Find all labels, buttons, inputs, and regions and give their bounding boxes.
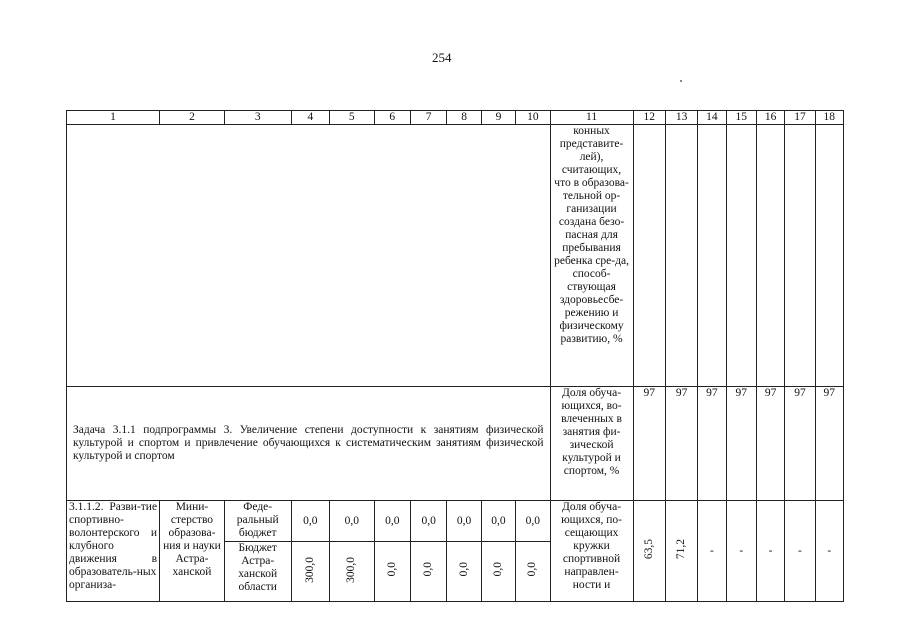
funding-value-text: 0,0: [385, 562, 398, 577]
funding-value-text: 0,0: [526, 562, 539, 577]
header-cell: 16: [756, 111, 784, 125]
page-number: 254: [432, 50, 452, 65]
value-cell: -: [726, 501, 756, 602]
header-cell: 13: [665, 111, 697, 125]
funding-value-cell: 0,0: [410, 501, 446, 542]
value-cell: 97: [665, 387, 697, 501]
value-cell: 97: [785, 387, 815, 501]
indicator-cell: Доля обуча-ющихся, по-сещающих кружки спортивной направлен-ности и: [550, 501, 633, 602]
funding-value-cell: [374, 542, 410, 602]
header-cell: 17: [785, 111, 815, 125]
header-cell: 9: [481, 111, 515, 125]
funding-value-text: 0,0: [457, 562, 470, 577]
header-cell: 10: [516, 111, 550, 125]
funding-value-cell: 0,0: [330, 501, 375, 542]
header-cell: 12: [633, 111, 665, 125]
funding-value-cell: [516, 542, 550, 602]
empty-cell: [785, 125, 815, 387]
funding-value-cell: [330, 542, 375, 602]
funding-value-text: 0,0: [422, 562, 435, 577]
funding-value-cell: 0,0: [516, 501, 550, 542]
header-cell: 5: [330, 111, 375, 125]
funding-value-cell: [291, 542, 329, 602]
funding-value-cell: 0,0: [291, 501, 329, 542]
value-cell: 97: [633, 387, 665, 501]
header-cell: 3: [224, 111, 291, 125]
header-cell: 4: [291, 111, 329, 125]
header-cell: 15: [726, 111, 756, 125]
header-cell: 11: [550, 111, 633, 125]
indicator-cell: Доля обуча-ющихся, во-влеченных в занятия фи-зической культурой и спортом, %: [550, 387, 633, 501]
value-cell: [633, 501, 665, 602]
header-row: [67, 111, 844, 125]
header-cell: 14: [698, 111, 726, 125]
funding-value-cell: [447, 542, 481, 602]
indicator-cell: конных представите-лей), считающих, что в образова-тельной ор-ганизации создана безо-пасная для пребывания ребенка сре-да, способ-ствующая здоровьесбе-режению и физическому развитию, %: [550, 125, 633, 387]
value-cell: -: [785, 501, 815, 602]
empty-cell: [665, 125, 697, 387]
measure-row-federal: [67, 501, 844, 542]
empty-cell: [726, 125, 756, 387]
header-cell: 7: [410, 111, 446, 125]
funding-value-cell: 0,0: [374, 501, 410, 542]
funding-value-text: 0,0: [491, 562, 504, 577]
funding-source-cell: Бюджет Астра-ханской области: [224, 542, 291, 602]
plan-table: [66, 110, 844, 602]
value-text: 63,5: [642, 538, 655, 560]
empty-cell: [756, 125, 784, 387]
funding-value-cell: 0,0: [447, 501, 481, 542]
executor-cell: Мини-стерство образова-ния и науки Астра-ханской: [160, 501, 225, 602]
value-cell: [665, 501, 697, 602]
value-cell: 97: [815, 387, 843, 501]
scan-speck: [680, 80, 682, 82]
funding-value-cell: [481, 542, 515, 602]
empty-cell: [633, 125, 665, 387]
value-cell: -: [756, 501, 784, 602]
funding-source-cell: Феде-ральный бюджет: [224, 501, 291, 542]
empty-cell: [67, 125, 551, 387]
header-cell: 1: [67, 111, 160, 125]
funding-value-text: 300,0: [303, 556, 316, 583]
value-cell: 97: [756, 387, 784, 501]
value-cell: 97: [698, 387, 726, 501]
continuation-row: [67, 125, 844, 387]
empty-cell: [815, 125, 843, 387]
empty-cell: [698, 125, 726, 387]
header-cell: 2: [160, 111, 225, 125]
header-cell: 8: [447, 111, 481, 125]
measure-cell: 3.1.1.2. Разви-тие спортивно-волонтерского и клубного движения в образователь-ных организа-: [67, 501, 160, 602]
task-cell: Задача 3.1.1 подпрограммы 3. Увеличение степени доступности к занятиям физической культурой и спортом и привлечение обучающихся к систематическим занятиям физической культурой и спортом: [67, 387, 551, 501]
header-cell: 18: [815, 111, 843, 125]
value-cell: -: [815, 501, 843, 602]
funding-value-cell: [410, 542, 446, 602]
value-cell: 97: [726, 387, 756, 501]
value-cell: -: [698, 501, 726, 602]
funding-value-cell: 0,0: [481, 501, 515, 542]
task-row: [67, 387, 844, 501]
funding-value-text: 300,0: [345, 556, 358, 583]
value-text: 71,2: [675, 538, 688, 560]
header-cell: 6: [374, 111, 410, 125]
